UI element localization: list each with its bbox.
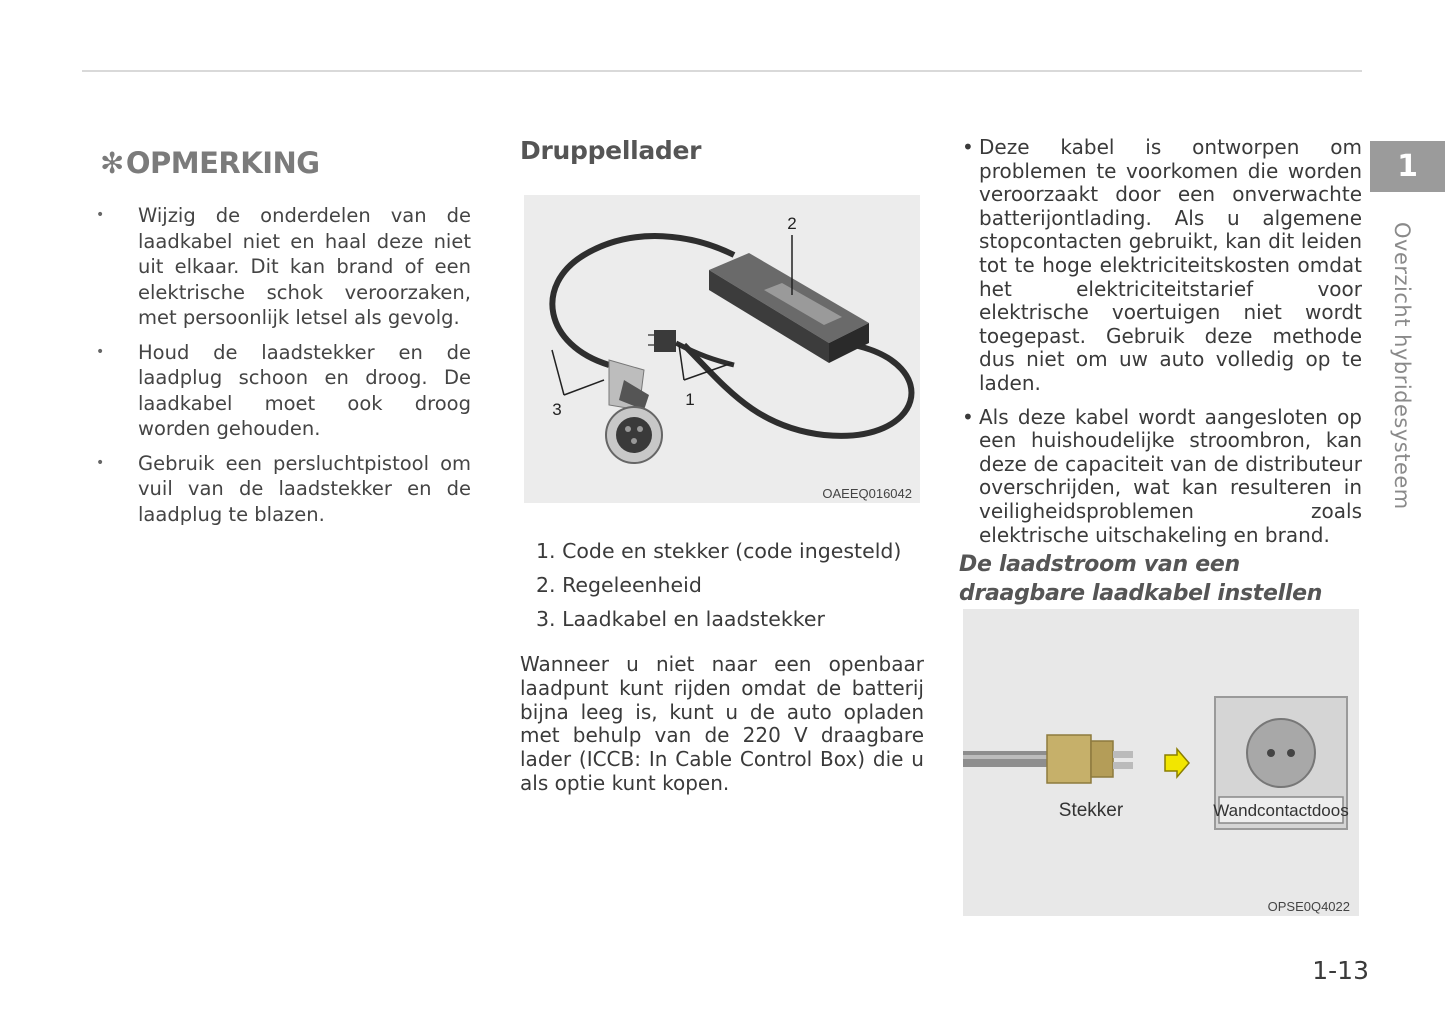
plug-socket-illustration bbox=[963, 609, 1359, 916]
note-list bbox=[96, 203, 471, 536]
wall-plug-icon bbox=[648, 330, 734, 365]
figure-code: OAEEQ016042 bbox=[822, 486, 912, 501]
cable-loop-icon bbox=[552, 236, 734, 365]
charger-illustration bbox=[524, 195, 920, 503]
note-star-icon: ✻ bbox=[100, 146, 124, 180]
arrow-right-icon bbox=[1165, 749, 1189, 777]
socket-label: Wandcontactdoos bbox=[1213, 801, 1349, 820]
cable-warning-item: • Als deze kabel wordt aangesloten op een huishoudelijke stroombron, kan deze de capaciteit van de distributeur overschrijden, wat kan resulteren in veiligheidsproblemen zoals elektrische uitschakeling en brand. bbox=[962, 406, 1362, 548]
plug-socket-figure bbox=[963, 609, 1359, 916]
note-heading bbox=[100, 146, 320, 180]
figure-code: OPSE0Q4022 bbox=[1267, 899, 1350, 914]
page-number: 1-13 bbox=[1312, 956, 1369, 985]
druppellader-paragraph: Wanneer u niet naar een openbaar laadpunt kunt rijden omdat de batterij bijna leeg is, kunt u de auto opladen met behulp van de 220 V draagbare lader (ICCB: In Cable Control Box) die u als optie kunt kopen. bbox=[520, 652, 924, 795]
callout-1: 1 bbox=[685, 390, 695, 409]
note-item: • Gebruik een persluchtpistool om vuil van de laadstekker en de laadplug te blazen. bbox=[96, 451, 471, 528]
plug-label: Stekker bbox=[1058, 800, 1124, 821]
note-item: • Houd de laadstekker en de laadplug schoon en droog. De laadkabel moet ook droog worden gehouden. bbox=[96, 340, 471, 442]
part-item: 2. Regeleenheid bbox=[536, 573, 702, 597]
charging-connector-icon bbox=[606, 360, 662, 463]
charging-current-heading: De laadstroom van een draagbare laadkabel instellen bbox=[959, 552, 1323, 606]
callout-2: 2 bbox=[787, 214, 797, 233]
part-list bbox=[536, 534, 901, 636]
top-divider bbox=[82, 70, 1362, 72]
part-item: 3. Laadkabel en laadstekker bbox=[536, 607, 825, 631]
part-item: 1. Code en stekker (code ingesteld) bbox=[536, 539, 902, 563]
druppellader-heading: Druppellader bbox=[520, 136, 702, 165]
note-title-text: OPMERKING bbox=[125, 146, 320, 180]
chapter-tab: 1 bbox=[1370, 141, 1445, 192]
control-box-icon bbox=[709, 253, 869, 363]
charger-figure bbox=[524, 195, 920, 503]
cable-warning-item: • Deze kabel is ontworpen om problemen te voorkomen die worden veroorzaakt door een onverwachte batterijontlading. Als u algemene stopcontacten gebruikt, kan dit leiden tot te hoge elektriciteitskosten omdat het elektriciteitstarief voor elektrische voertuigen niet wordt toegepast. Gebruik deze methode dus niet om uw auto volledig op te laden. bbox=[962, 136, 1362, 396]
note-item: • Wijzig de onderdelen van de laadkabel niet en haal deze niet uit elkaar. Dit kan brand of een elektrische schok veroorzaken, met persoonlijk letsel als gevolg. bbox=[96, 203, 471, 331]
callout-3: 3 bbox=[552, 400, 562, 419]
cable-warning-list bbox=[962, 136, 1362, 557]
plug-icon bbox=[1047, 735, 1133, 783]
chapter-title: Overzicht hybridesysteem bbox=[1390, 222, 1414, 510]
